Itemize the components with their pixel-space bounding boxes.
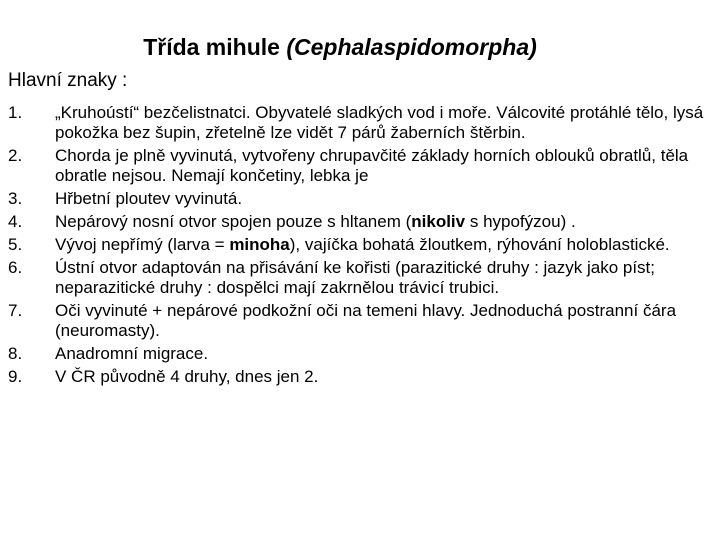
item-number: 6. [8, 258, 23, 277]
item-number: 3. [8, 189, 23, 208]
item-emphasis: minoha [229, 235, 290, 254]
list-item [8, 146, 708, 186]
main-features-heading: Hlavní znaky : [8, 70, 128, 91]
slide-title [0, 32, 680, 62]
list-item [8, 212, 708, 232]
item-text-end: ), vajíčka bohatá žloutkem, rýhování holoblastické. [289, 235, 670, 254]
item-number: 5. [8, 235, 23, 254]
list-item [8, 103, 708, 143]
item-text [55, 235, 708, 255]
item-text: Chorda je plně vyvinutá, vytvořeny chrupavčité základy horních oblouků obratlů, těla obratle nejsou. Nemají končetiny, lebka je [55, 146, 689, 185]
list-item [8, 344, 708, 364]
item-text [55, 212, 708, 232]
item-number: 9. [8, 367, 23, 386]
item-text-end: s hypofýzou) . [465, 212, 576, 231]
item-emphasis: nikoliv [411, 212, 466, 231]
item-text: Anadromní migrace. [55, 344, 209, 363]
item-number: 4. [8, 212, 23, 231]
title-latin-name: (Cephalaspidomorpha) [286, 34, 537, 60]
item-text: Ústní otvor adaptován na přisávání ke kořisti (parazitické druhy : jazyk jako píst; neparazitické druhy : dospělci mají zakrnělou trávicí trubici. [55, 258, 655, 297]
item-text: V ČR původně 4 druhy, dnes jen 2. [55, 367, 319, 386]
list-item [8, 367, 708, 387]
item-number: 1. [8, 103, 23, 122]
item-number: 8. [8, 344, 23, 363]
list-item [8, 189, 708, 209]
list-item [8, 258, 708, 298]
item-number: 2. [8, 146, 23, 165]
item-text: „Kruhoústí“ bezčelistnatci. Obyvatelé sladkých vod i moře. Válcovité protáhlé tělo, lysá pokožka bez šupin, zřetelně lze vidět 7 párů žaberních štěrbin. [55, 103, 704, 142]
list-item [8, 235, 708, 255]
item-text: Oči vyvinuté + nepárové podkožní oči na temeni hlavy. Jednoduchá postranní čára (neuromasty). [55, 301, 677, 340]
item-text-start: Vývoj nepřímý (larva = [55, 235, 230, 254]
item-text: Hřbetní ploutev vyvinutá. [55, 189, 243, 208]
item-number: 7. [8, 301, 23, 320]
title-prefix: Třída mihule [143, 34, 287, 60]
list-item [8, 301, 708, 341]
item-text-start: Nepárový nosní otvor spojen pouze s hltanem ( [55, 212, 412, 231]
features-list [8, 103, 708, 390]
